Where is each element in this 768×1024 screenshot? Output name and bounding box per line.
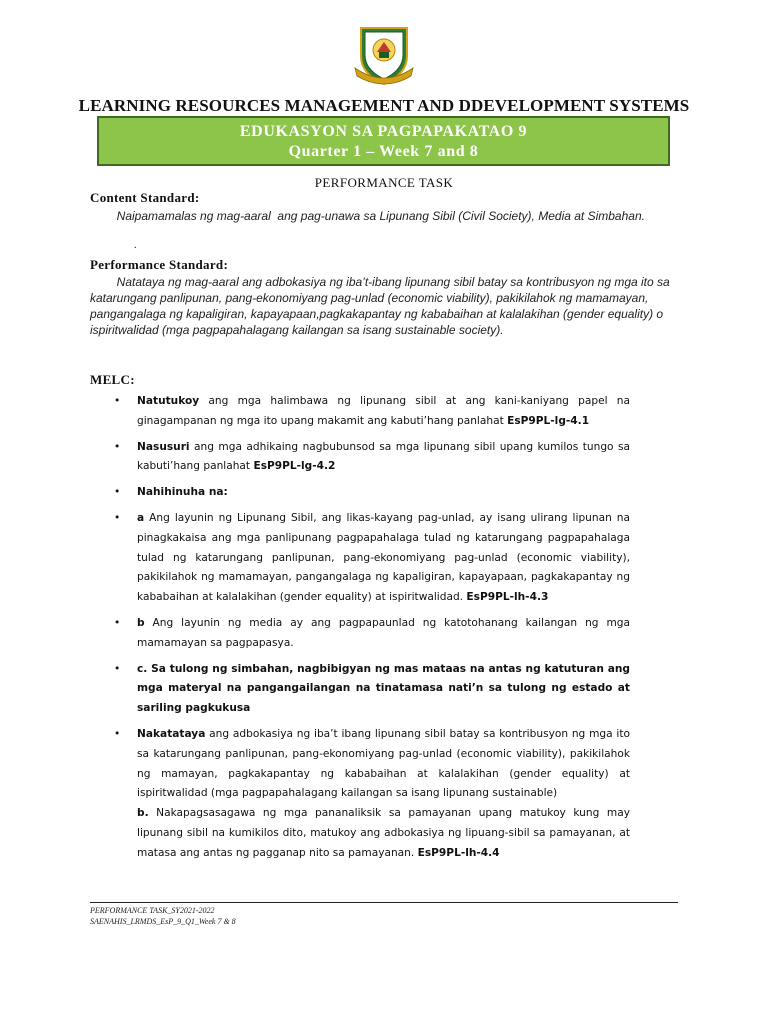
melc-code: EsP9PL-lh-4.4 [417,846,500,859]
melc-lead: Nahihinuha na: [137,486,228,499]
melc-lead: Nasusuri [137,440,190,453]
melc-code: EsP9PL-lg-4.2 [253,460,336,473]
bullet-icon: • [114,727,121,740]
melc-text: ang mga adhikaing nagbubunsod sa mga lipunang sibil upang kumilos tungo sa kabuti’hang panlahat [137,440,630,473]
melc-item [110,725,630,804]
bullet-icon: • [114,440,121,453]
melc-code: EsP9PL-lh-4.3 [466,591,549,604]
melc-item [110,660,630,719]
melc-continuation [110,804,630,863]
org-title: LEARNING RESOURCES MANAGEMENT AND DDEVELOPMENT SYSTEMS [78,96,690,115]
melc-list [110,392,630,870]
melc-lead: b. [137,807,149,820]
melc-item [110,392,630,432]
bullet-icon: • [114,395,121,407]
melc-item [110,438,630,478]
melc-lead: c. Sa tulong ng simbahan, nagbibigyan ng mas mataas na antas ng katuturan ang mga materyal na pangangailangan na tinatamasa nati’n sa tulong ng estado at sariling pagkukusa [137,662,630,715]
melc-label: MELC: [90,372,135,387]
bullet-icon: • [114,511,121,524]
melc-lead: a [137,511,145,524]
content-standard-text: Naipamamalas ng mag-aaral ang pag-unawa sa Lipunang Sibil (Civil Society), Media at Simbahan. [90,209,645,223]
melc-code: EsP9PL-lg-4.1 [507,414,590,427]
melc-item [110,509,630,608]
performance-standard-label: Performance Standard: [90,257,229,272]
melc-text: ang mga halimbawa ng lipunang sibil at ang kani-kaniyang papel na ginagampanan ng mga ito upang makamit ang kabuti’hang panlahat [137,395,630,427]
quarter-week: Quarter 1 – Week 7 and 8 [288,143,479,160]
bullet-icon: • [114,616,121,629]
melc-item [110,483,630,503]
melc-text: ang adbokasiya ng iba’t ibang lipunang sibil batay sa kontribusyon ng mga ito sa katarungang panlipunan, pang-ekonomiyang pag-unlad (economic viability), pakikilahok ng mamayan, pagkakapantay ng kababaihan at kalalakihan (gender equality) at ispiritwalidad (mga pagpapahalagang kailangan sa isang lipunang sustainable) [137,727,630,800]
stray-dot: . [134,240,137,251]
melc-text: Ang layunin ng Lipunang Sibil, ang likas-kayang pag-unlad, ay isang ulirang lipunan na pinagkakaisa ang mga panlipunang pagpapahalaga tulad ng katarungang pagpapahalaga tulad ng katarungang panlipunan, pang-ekonomiyang pag-unlad (economic viability), pakikilahok ng mamamayan, pangangalaga ng kapaligiran, kapayapaan, pagkakapantay ng kababaihan at kalalakihan (gender equality) at ispiritwalidad. [137,511,630,604]
melc-lead: Natutukoy [137,395,200,407]
bullet-icon: • [114,662,121,675]
footer-line-2: SAENAHIS_LRMDS_EsP_9_Q1_Week 7 & 8 [90,917,236,926]
melc-lead: Nakatataya [137,727,206,740]
melc-text: Nakapagsasagawa ng mga pananaliksik sa pamayanan upang matukoy kung may lipunang sibil na kumikilos dito, matukoy ang adbokasiya ng lipuang-sibil sa pamayanan, at matasa ang antas ng pagganap nito sa pamayanan. [137,807,630,859]
bullet-icon: • [114,486,121,499]
footer-divider [90,902,678,903]
footer-line-1: PERFORMANCE TASK_SY2021-2022 [90,906,215,915]
content-standard-label: Content Standard: [90,190,200,205]
melc-text: Ang layunin ng media ay ang pagpapaunlad ng katotohanang kailangan ng mga mamamayan sa pagpapasya. [137,616,630,649]
performance-standard-text: Natataya ng mag-aaral ang adbokasiya ng iba’t-ibang lipunang sibil batay sa kontribusyon ng mga ito sa katarungang panlipunan, pang-ekonomiyang pag-unlad (economic viability), pakikilahok ng mamamayan, pangangalaga ng kapaligiran, kapayapaan,pagkakapantay ng kababaihan at kalalakihan (gender equality) o ispiritwalidad (mga pagpapahalagang kailangan sa isang sustainable society). [90,275,674,337]
subject-title: EDUKASYON SA PAGPAPAKATAO 9 [239,123,528,140]
performance-task-heading: PERFORMANCE TASK [314,175,454,190]
melc-lead: b [137,616,145,629]
subject-banner [97,116,670,166]
school-seal-logo-icon [351,22,417,88]
melc-item [110,614,630,654]
